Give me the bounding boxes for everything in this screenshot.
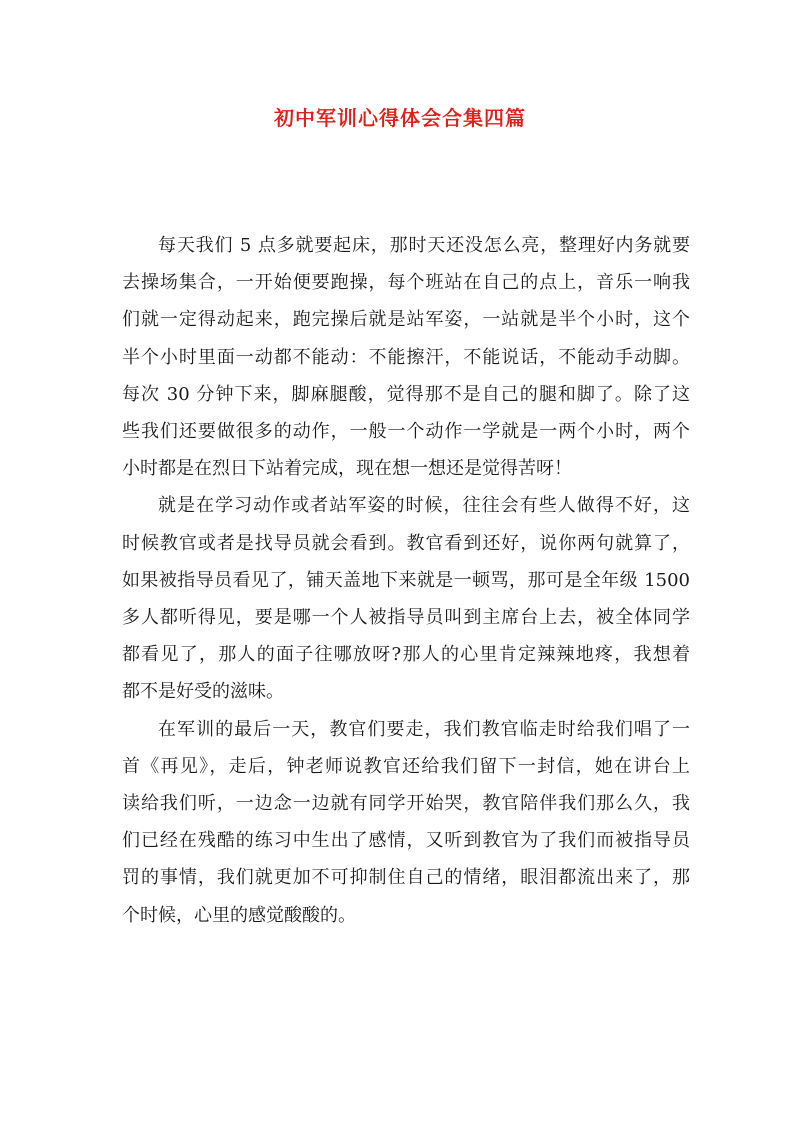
paragraph-line: 每天我们 5 点多就要起床，那时天还没怎么亮，整理好内务就要 xyxy=(158,235,690,256)
paragraph-line: 些我们还要做很多的动作，一般一个动作一学就是一两个小时，两个 xyxy=(122,421,690,443)
document-title: 初中军训心得体会合集四篇 xyxy=(274,106,526,130)
paragraph-line: 们就一定得动起来，跑完操后就是站军姿，一站就是半个小时，这个 xyxy=(122,309,690,331)
paragraph-line: 半个小时里面一动都不能动：不能擦汗，不能说话，不能动手动脚。 xyxy=(122,346,690,368)
paragraph-line: 每次 30 分钟下来，脚麻腿酸，觉得那不是自己的腿和脚了。除了这 xyxy=(122,383,690,405)
paragraph-3 xyxy=(122,711,690,934)
paragraph-line: 在军训的最后一天，教官们要走，我们教官临走时给我们唱了一 xyxy=(158,718,690,740)
paragraph-line: 时候教官或者是找导员就会看到。教官看到还好，说你两句就算了， xyxy=(122,532,690,554)
paragraph-line: 都看见了，那人的面子往哪放呀?那人的心里肯定辣辣地疼，我想着 xyxy=(122,644,690,666)
document-body xyxy=(122,227,690,934)
paragraph-line: 个时候，心里的感觉酸酸的。 xyxy=(122,904,356,926)
paragraph-line: 读给我们听，一边念一边就有同学开始哭，教官陪伴我们那么久，我 xyxy=(122,793,690,815)
paragraph-line: 去操场集合，一开始便要跑操，每个班站在自己的点上，音乐一响我 xyxy=(122,272,690,294)
paragraph-1 xyxy=(122,227,690,487)
paragraph-line: 罚的事情，我们就更加不可抑制住自己的情绪，眼泪都流出来了，那 xyxy=(122,867,690,889)
paragraph-2 xyxy=(122,487,690,710)
paragraph-line: 们已经在残酷的练习中生出了感情，又听到教官为了我们而被指导员 xyxy=(122,830,690,852)
paragraph-line: 多人都听得见，要是哪一个人被指导员叫到主席台上去，被全体同学 xyxy=(122,607,690,629)
paragraph-line: 如果被指导员看见了，铺天盖地下来就是一顿骂，那可是全年级 1500 xyxy=(122,569,690,591)
paragraph-line: 就是在学习动作或者站军姿的时候，往往会有些人做得不好，这 xyxy=(158,495,690,517)
paragraph-line: 都不是好受的滋味。 xyxy=(122,681,284,703)
paragraph-line: 小时都是在烈日下站着完成，现在想一想还是觉得苦呀！ xyxy=(122,458,572,480)
paragraph-line: 首《再见》，走后，钟老师说教官还给我们留下一封信，她在讲台上 xyxy=(122,755,690,777)
